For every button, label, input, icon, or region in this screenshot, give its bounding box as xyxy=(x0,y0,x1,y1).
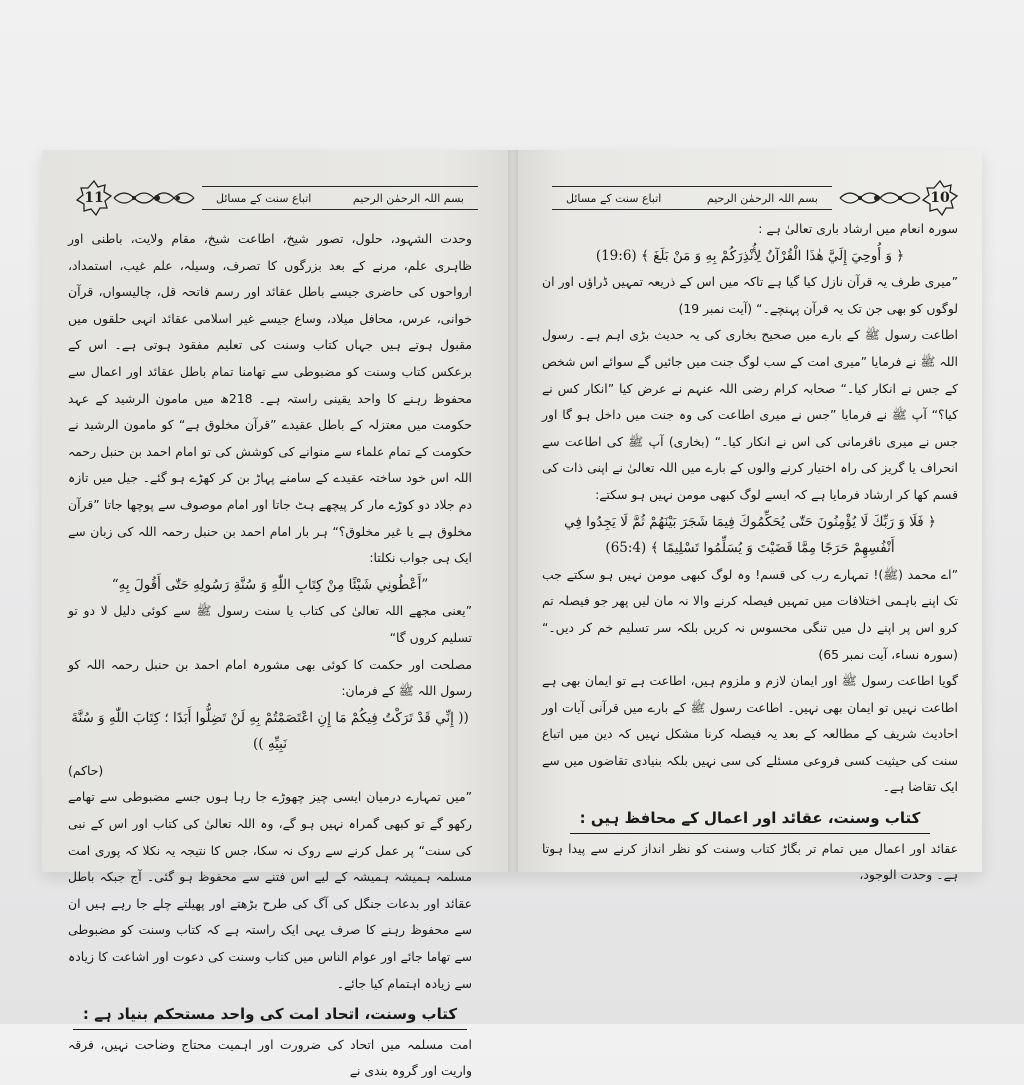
arabic-quote: ”أَعْطُونِي شَيْئًا مِنْ كِتَابِ اللّٰهِ وَ سُنَّةِ رَسُولِهِ حَتّٰى أَقُولَ بِهِ“ xyxy=(111,576,429,593)
quote-translation: ”یعنی مجھے اللہ تعالیٰ کی کتاب یا سنت رسول ﷺ سے کوئی دلیل لا دو تو تسلیم کروں گا“ xyxy=(68,603,472,645)
paragraph: سورہ انعام میں ارشاد باری تعالیٰ ہے : xyxy=(758,221,958,236)
left-page xyxy=(42,150,512,1079)
section-heading-text: کتاب وسنت، عقائد اور اعمال کے محافظ ہیں : xyxy=(570,805,931,834)
quran-verse: ﴿ وَ أُوحِيَ إِلَيَّ هٰذَا الْقُرْآنُ لِأُنْذِرَكُمْ بِهِ وَ مَنْ بَلَغَ ﴾ (19:6) xyxy=(595,247,905,264)
running-header xyxy=(552,186,832,210)
header-basmala: بسم اللہ الرحمٰن الرحیم xyxy=(352,191,464,205)
paragraph: امت مسلمہ میں اتحاد کی ضرورت اور اہمیت محتاج وضاحت نہیں، فرقہ واریت اور گروہ بندی نے xyxy=(68,1036,472,1079)
page-number-ornament xyxy=(922,180,958,216)
scroll-ornament-icon xyxy=(832,186,922,210)
page-number-ornament xyxy=(76,180,112,216)
section-heading xyxy=(68,1001,472,1030)
section-heading xyxy=(542,805,958,834)
right-page-body xyxy=(542,216,958,889)
verse-translation: ”اے محمد (ﷺ)! تمہارے رب کی قسم! وہ لوگ کبھی مومن نہیں ہو سکتے جب تک اپنے باہمی اختلافات میں تمہیں فیصلہ کرنے والا نہ مان لیں پھر جو فیصلہ تم کرو اس پر اپنے دل میں تنگی محسوس نہ کریں بلکہ سر تسلیم خم کر دیں۔“ (سورہ نساء، آیت نمبر 65) xyxy=(542,566,958,662)
right-page-header xyxy=(552,180,958,216)
open-book xyxy=(42,150,982,1079)
running-header xyxy=(202,186,478,210)
paragraph: وحدت الشہود، حلول، تصور شیخ، اطاعت شیخ، مقام ولایت، باطنی اور ظاہری علم، مرنے کے بعد بزرگوں کا تصرف، وسیلہ، علم غیب، استمداد، ارواحوں کی حاضری جیسے باطل عقائد اور رسم فاتحہ قل، چالیسواں، قرآن خوانی، عرس، محافل میلاد، وساع جیسے غیر اسلامی عقائد انہی حلقوں میں مقبول ہوتے ہیں جہاں کتاب وسنت کی تعلیم مفقود ہوتی ہے۔ اس کے برعکس کتاب وسنت کو مضبوطی سے تھامنا تمام باطل عقائد اور اعمال سے محفوظ رہنے کا واحد یقینی راستہ ہے۔ 218ھ میں مامون الرشید کے عہد حکومت میں معتزلہ کے باطل عقیدے ”قرآن مخلوق ہے“ کو مامون الرشید نے حکومت کے تمام علماء سے منوانے کی کوشش کی تو امام احمد بن حنبل رحمہ اللہ اس خود ساختہ عقیدے کے سامنے پہاڑ بن کر کھڑے ہو گئے۔ جیل میں تازہ دم جلاد دو کوڑے مار کر پیچھے ہٹ جاتا اور امام موصوف سے پوچھا جاتا ”قرآن مخلوق ہے یا غیر مخلوق؟“ ہر بار امام احمد بن حنبل رحمہ اللہ کی زبان سے ایک ہی جواب نکلتا: xyxy=(68,231,473,566)
paragraph: گویا اطاعت رسول ﷺ اور ایمان لازم و ملزوم ہیں، اطاعت ہے تو ایمان بھی ہے اطاعت نہیں تو ایمان بھی نہیں۔ اطاعت رسول ﷺ کے بارے میں قرآنی آیات اور احادیث شریف کے مطالعہ کے بعد یہ فیصلہ کرنا مشکل نہیں کہ دین میں اتباع سنت کی حیثیت کسی فروعی مسئلے کی سی نہیں بلکہ بنیادی تقاضوں میں سے ایک تقاضا ہے۔ xyxy=(542,673,958,795)
header-book-title: اتباع سنت کے مسائل xyxy=(566,191,662,205)
right-page xyxy=(512,150,982,883)
quran-verse: ﴿ فَلَا وَ رَبِّكَ لَا يُؤْمِنُونَ حَتّٰى يُحَكِّمُوكَ فِيمَا شَجَرَ بَيْنَهُمْ ثُمَّ لَا يَجِدُوا فِي أَنْفُسِهِمْ حَرَجًا مِمَّا قَضَيْتَ وَ يُسَلِّمُوا تَسْلِيمًا ﴾ (65:4) xyxy=(564,513,936,557)
verse-translation: ”میری طرف یہ قرآن نازل کیا گیا ہے تاکہ میں اس کے ذریعہ تمہیں ڈراؤں اور ان لوگوں کو بھی جن تک یہ قرآن پہنچے۔“ (آیت نمبر 19) xyxy=(542,274,958,316)
paragraph: ”میں تمہارے درمیان ایسی چیز چھوڑے جا رہا ہوں جسے مضبوطی سے تھامے رکھو گے تو کبھی گمراہ نہیں ہو گے، وہ اللہ تعالیٰ کی کتاب اور اس کے نبی کی سنت“ پر عمل کرنے سے روک نہ سکا، جس کا نتیجہ یہ نکلا کہ پوری امت مسلمہ ہمیشہ ہمیشہ کے لیے اس فتنے سے محفوظ ہو گئی۔ آج جبکہ باطل عقائد اور بدعات جنگل کی آگ کی طرح بڑھتے اور پھیلتے چلے جا رہے ہیں ان سے محفوظ رہنے کا صرف یہی ایک راستہ ہے کہ کتاب وسنت کو مضبوطی سے تھاما جائے اور عوام الناس میں کتاب وسنت کی دعوت اور اشاعت کا زیادہ سے زیادہ اہتمام کیا جائے۔ xyxy=(68,789,472,991)
hadith-source: (حاکم) xyxy=(68,762,104,778)
header-basmala: بسم اللہ الرحمٰن الرحیم xyxy=(706,191,818,205)
page-number: 10 xyxy=(930,190,950,206)
header-book-title: اتباع سنت کے مسائل xyxy=(216,191,312,205)
section-heading-text: کتاب وسنت، اتحاد امت کی واحد مستحکم بنیاد ہے : xyxy=(73,1001,467,1030)
left-page-body xyxy=(68,226,472,1085)
page-number: 11 xyxy=(84,190,104,206)
arabic-hadith: (( إِنِّي قَدْ تَرَكْتُ فِيكُمْ مَا إِنِ اعْتَصَمْتُمْ بِهِ لَنْ تَضِلُّوا أَبَدًا ؛ كِتَابَ اللّٰهِ وَ سُنَّةَ نَبِيِّهِ )) xyxy=(71,709,469,753)
book-gutter xyxy=(508,150,518,872)
paragraph: عقائد اور اعمال میں تمام تر بگاڑ کتاب وسنت کو نظر انداز کرنے سے پیدا ہوتا ہے۔ وحدت الوجود، xyxy=(542,840,958,883)
scroll-ornament-icon xyxy=(112,186,202,210)
paragraph: مصلحت اور حکمت کا کوئی بھی مشورہ امام احمد بن حنبل رحمہ اللہ کو رسول اللہ ﷺ کے فرمان: xyxy=(68,656,472,699)
paragraph: اطاعت رسول ﷺ کے بارے میں صحیح بخاری کی یہ حدیث بڑی اہم ہے۔ رسول اللہ ﷺ نے فرمایا ”میری امت کے سب لوگ جنت میں جائیں گے سوائے اس شخص کے جس نے انکار کیا۔“ صحابہ کرام رضی اللہ عنہم نے عرض کیا ”انکار کس نے کیا؟“ آپ ﷺ نے فرمایا ”جس نے میری اطاعت کی وہ جنت میں داخل ہو گا اور جس نے میری نافرمانی کی اس نے انکار کیا۔“ (بخاری) آپ ﷺ کی اطاعت سے انحراف یا گریز کی راہ اختیار کرنے والوں کے بارے میں اللہ تعالیٰ نے اپنی ذات کی قسم کھا کر ارشاد فرمایا ہے کہ ایسے لوگ کبھی مومن نہیں ہو سکتے: xyxy=(542,327,958,502)
left-page-header xyxy=(76,180,478,216)
